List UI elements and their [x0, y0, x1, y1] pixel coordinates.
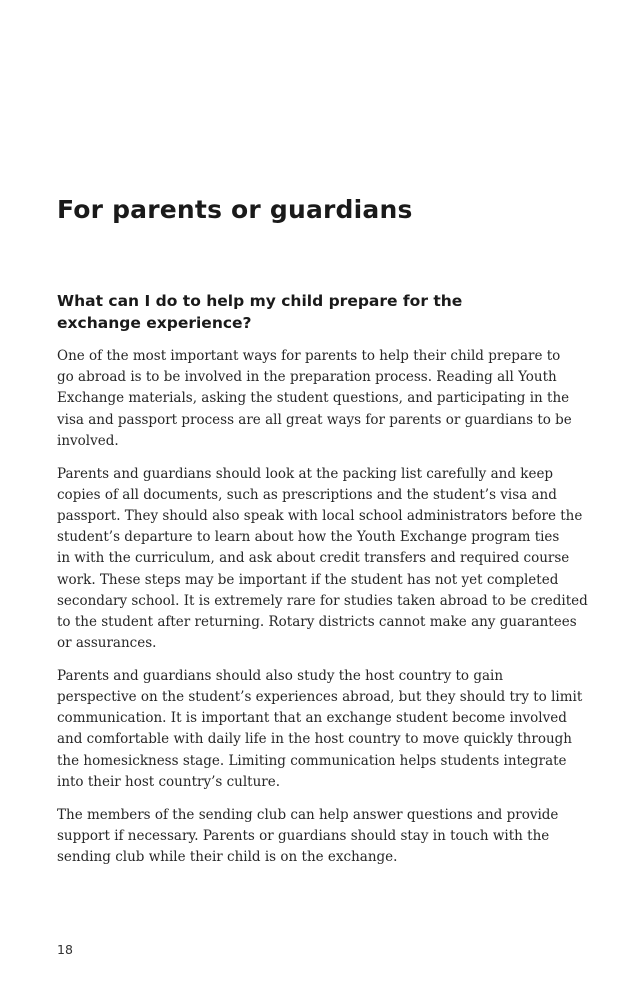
text-line: One of the most important ways for parents to help their child prepare to [57, 348, 561, 364]
text-line: Exchange materials, asking the student questions, and participating in the [57, 390, 570, 407]
text-line: involved. [57, 432, 119, 449]
text-line: work. These steps may be important if the student has not yet completed [57, 571, 559, 588]
page-number: 18 [57, 942, 73, 957]
text-line: student’s departure to learn about how the Youth Exchange program ties [57, 529, 560, 546]
text-line: visa and passport process are all great ways for parents or guardians to be [57, 411, 572, 428]
question-line: What can I do to help my child prepare for the [57, 292, 463, 310]
section-title: For parents or guardians [57, 195, 413, 224]
text-line: communication. It is important that an exchange student become involved [57, 710, 567, 727]
text-line: perspective on the student’s experiences abroad, but they should try to limit [57, 689, 583, 706]
text-line: secondary school. It is extremely rare for studies taken abroad to be credited [57, 592, 588, 609]
text-line: in with the curriculum, and ask about credit transfers and required course [57, 550, 570, 567]
text-line: passport. They should also speak with local school administrators before the [57, 507, 583, 524]
paragraph-documents [57, 464, 597, 655]
question-line: exchange experience? [57, 314, 252, 332]
body-text [57, 346, 597, 880]
question-heading [57, 290, 577, 334]
text-line: support if necessary. Parents or guardians should stay in touch with the [57, 827, 550, 844]
text-line: to the student after returning. Rotary districts cannot make any guarantees [57, 613, 577, 630]
text-line: or assurances. [57, 635, 157, 652]
paragraph-sending-club [57, 805, 597, 869]
text-line: go abroad is to be involved in the preparation process. Reading all Youth [57, 369, 557, 386]
text-line: into their host country’s culture. [57, 773, 281, 790]
text-line: the homesickness stage. Limiting communication helps students integrate [57, 752, 567, 769]
text-line: copies of all documents, such as prescriptions and the student’s visa and [57, 486, 557, 503]
text-line: The members of the sending club can help answer questions and provide [57, 806, 559, 823]
text-line: Parents and guardians should look at the packing list carefully and keep [57, 465, 554, 482]
text-line: Parents and guardians should also study the host country to gain [57, 667, 504, 684]
text-line: and comfortable with daily life in the host country to move quickly through [57, 731, 572, 748]
text-line: sending club while their child is on the exchange. [57, 848, 398, 865]
paragraph-host-country [57, 666, 597, 793]
paragraph-involvement [57, 346, 597, 452]
